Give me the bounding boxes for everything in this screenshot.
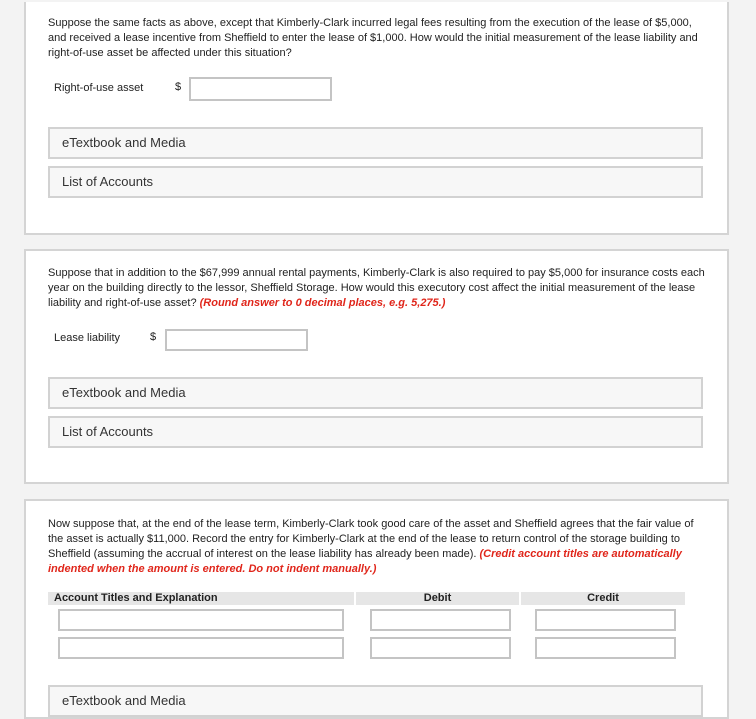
credit-input-row-1[interactable] — [535, 609, 676, 631]
question-1-text: Suppose the same facts as above, except that Kimberly-Clark incurred legal fees resulting from the execution of the lease of $5,000, and received a lease incentive from Sheffield to enter the lease of $1,000. How would the initial measurement of the lease liability and right-of-use asset be affected under this situation? — [48, 17, 698, 59]
indent-instruction: (Credit account titles are automatically indented when the amount is entered. Do not indent manually.) — [48, 548, 682, 575]
lease-liability-label: Lease liability — [54, 332, 121, 344]
question-3-text — [48, 517, 708, 577]
currency-symbol: $ — [150, 331, 157, 343]
credit-header: Credit — [521, 592, 685, 605]
question-card-1 — [24, 2, 729, 235]
account-title-input-row-2[interactable] — [58, 637, 344, 659]
etextbook-media-button[interactable]: eTextbook and Media — [48, 685, 703, 717]
etextbook-media-button[interactable]: eTextbook and Media — [48, 377, 703, 409]
question-3-body: Now suppose that, at the end of the lease term, Kimberly-Clark took good care of the asset and Sheffield agrees that the fair value of the asset is actually $11,000. Record the entry for Kimberly-Clark at the end of the lease to return control of the storage building to Sheffield (assuming the accrual of interest on the lease liability has already been made). — [48, 518, 694, 560]
question-2-text — [48, 266, 708, 311]
list-of-accounts-button[interactable]: List of Accounts — [48, 166, 703, 198]
question-card-3 — [24, 499, 729, 719]
right-of-use-asset-input[interactable] — [189, 77, 332, 101]
lease-liability-input[interactable] — [165, 329, 308, 351]
currency-symbol: $ — [175, 81, 182, 93]
etextbook-media-button[interactable]: eTextbook and Media — [48, 127, 703, 159]
question-card-2 — [24, 249, 729, 484]
debit-input-row-1[interactable] — [370, 609, 511, 631]
debit-header: Debit — [356, 592, 519, 605]
question-2-body: Suppose that in addition to the $67,999 annual rental payments, Kimberly-Clark is also required to pay $5,000 for insurance costs each year on the building directly to the lessor, Sheffield Storage. How would this executory cost affect the initial measurement of the lease liability and right-of-use asset? — [48, 267, 705, 309]
credit-input-row-2[interactable] — [535, 637, 676, 659]
list-of-accounts-button[interactable]: List of Accounts — [48, 416, 703, 448]
account-titles-header: Account Titles and Explanation — [48, 592, 354, 605]
right-of-use-asset-label: Right-of-use asset — [54, 82, 144, 94]
debit-input-row-2[interactable] — [370, 637, 511, 659]
account-title-input-row-1[interactable] — [58, 609, 344, 631]
rounding-instruction: (Round answer to 0 decimal places, e.g. 5,275.) — [199, 297, 446, 309]
